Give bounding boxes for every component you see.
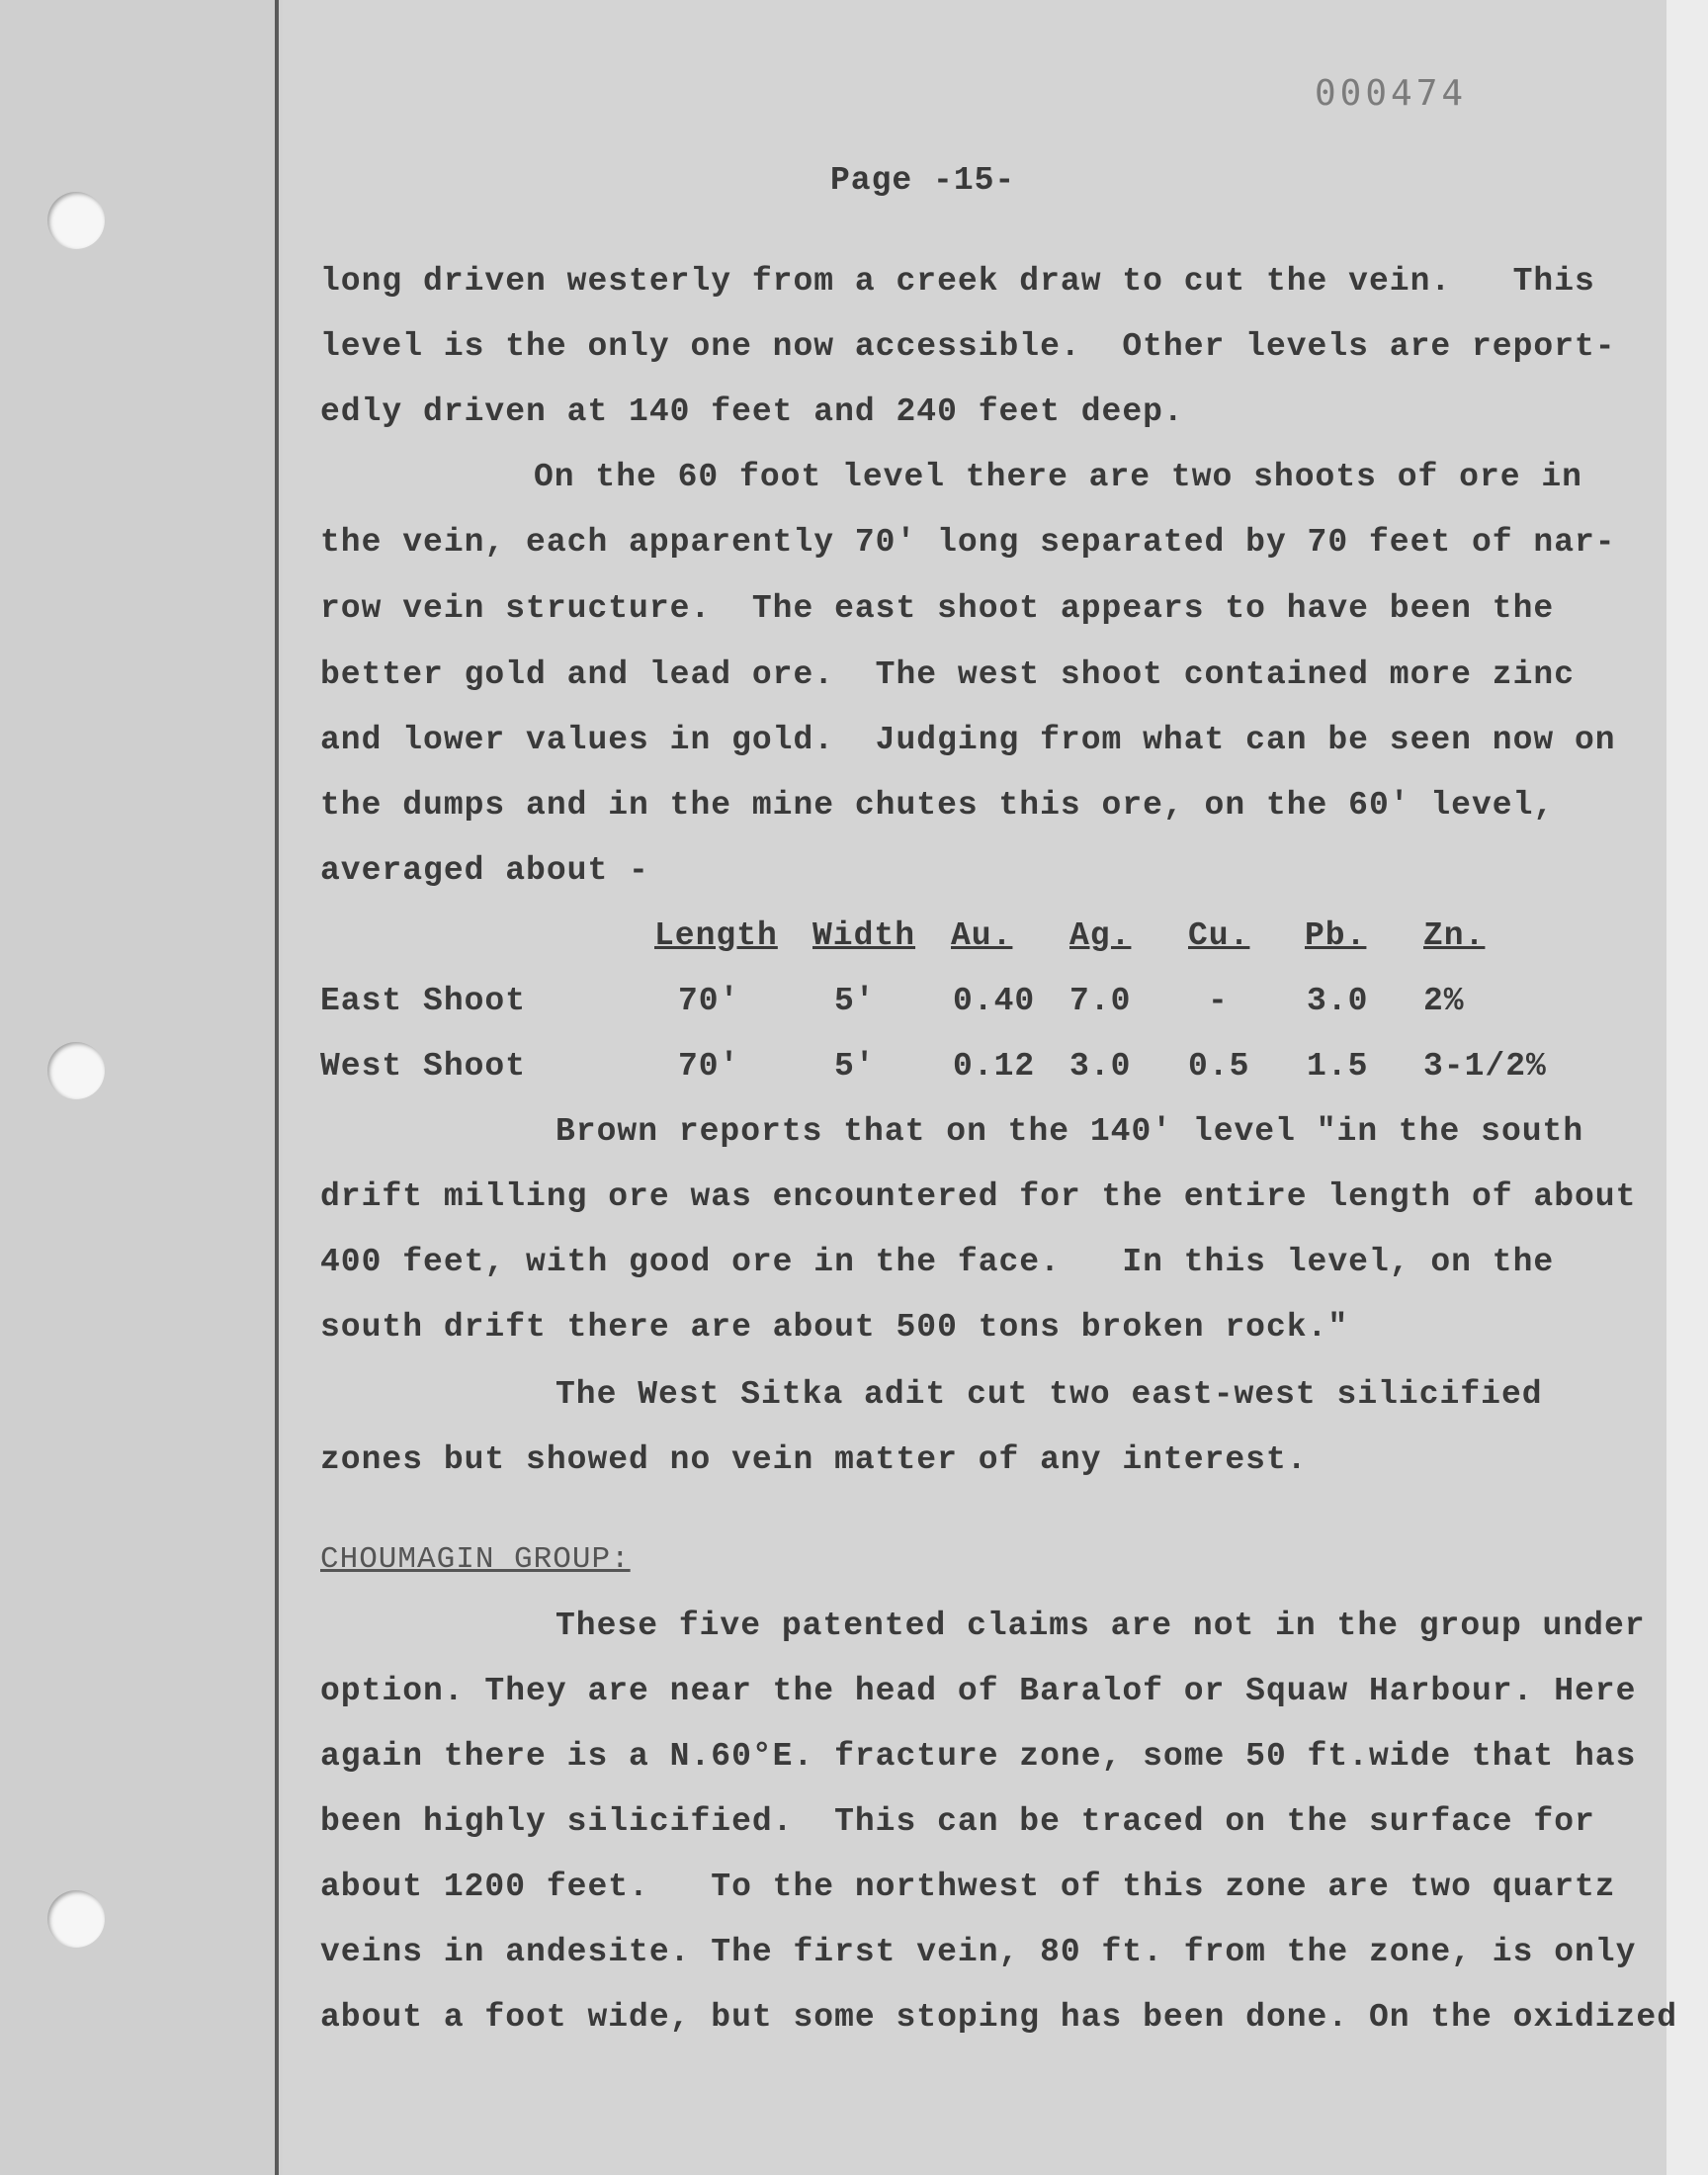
table-header-cu: Cu. bbox=[1188, 917, 1250, 954]
text-line: edly driven at 140 feet and 240 feet deep. bbox=[320, 393, 1184, 430]
text-line: row vein structure. The east shoot appears to have been the bbox=[320, 590, 1555, 627]
table-header-au: Au. bbox=[951, 917, 1013, 954]
text-line: the dumps and in the mine chutes this ore, on the 60' level, bbox=[320, 787, 1555, 824]
document-page bbox=[283, 0, 1666, 2175]
table-cell: 0.12 bbox=[953, 1048, 1036, 1085]
text-line: and lower values in gold. Judging from what can be seen now on bbox=[320, 722, 1616, 758]
text-line: zones but showed no vein matter of any interest. bbox=[320, 1441, 1308, 1478]
punch-hole bbox=[47, 1890, 105, 1948]
text-line: south drift there are about 500 tons broken rock." bbox=[320, 1309, 1349, 1346]
table-cell: 0.5 bbox=[1188, 1048, 1250, 1085]
text-line: long driven westerly from a creek draw to cut the vein. This bbox=[320, 263, 1595, 300]
text-line: again there is a N.60°E. fracture zone, some 50 ft.wide that has bbox=[320, 1738, 1637, 1775]
margin-rule bbox=[275, 0, 279, 2175]
table-cell: - bbox=[1208, 983, 1229, 1019]
table-cell: 3.0 bbox=[1069, 1048, 1132, 1085]
text-line: drift milling ore was encountered for the entire length of about bbox=[320, 1178, 1637, 1215]
table-header-ag: Ag. bbox=[1069, 917, 1132, 954]
table-header-pb: Pb. bbox=[1305, 917, 1367, 954]
text-line: better gold and lead ore. The west shoot contained more zinc bbox=[320, 656, 1575, 693]
row-label: West Shoot bbox=[320, 1048, 527, 1085]
table-cell: 7.0 bbox=[1069, 983, 1132, 1019]
punch-hole bbox=[47, 192, 105, 249]
row-label: East Shoot bbox=[320, 983, 527, 1019]
page-edge bbox=[1666, 0, 1708, 2175]
table-cell: 5' bbox=[834, 983, 876, 1019]
text-line: averaged about - bbox=[320, 852, 649, 889]
table-header-zn: Zn. bbox=[1423, 917, 1486, 954]
text-line: been highly silicified. This can be traced on the surface for bbox=[320, 1803, 1595, 1840]
text-line: about 1200 feet. To the northwest of this zone are two quartz bbox=[320, 1869, 1616, 1905]
table-cell: 5' bbox=[834, 1048, 876, 1085]
text-line: option. They are near the head of Baralof or Squaw Harbour. Here bbox=[320, 1673, 1637, 1709]
table-header-length: Length bbox=[654, 917, 778, 954]
table-cell: 70' bbox=[678, 1048, 740, 1085]
section-heading: CHOUMAGIN GROUP: bbox=[320, 1542, 631, 1577]
table-header-width: Width bbox=[812, 917, 916, 954]
text-line: On the 60 foot level there are two shoots of ore in bbox=[534, 459, 1582, 495]
table-cell: 1.5 bbox=[1307, 1048, 1369, 1085]
text-line: 400 feet, with good ore in the face. In this level, on the bbox=[320, 1244, 1555, 1280]
table-cell: 3.0 bbox=[1307, 983, 1369, 1019]
text-line: about a foot wide, but some stoping has been done. On the oxidized bbox=[320, 1999, 1678, 2036]
text-line: level is the only one now accessible. Other levels are report- bbox=[320, 328, 1616, 365]
text-line: These five patented claims are not in the group under bbox=[555, 1608, 1646, 1644]
table-cell: 2% bbox=[1423, 983, 1465, 1019]
table-cell: 3-1/2% bbox=[1423, 1048, 1547, 1085]
punch-hole bbox=[47, 1042, 105, 1099]
binder-margin bbox=[0, 0, 279, 2175]
text-line: Brown reports that on the 140' level "in the south bbox=[555, 1113, 1584, 1150]
table-cell: 0.40 bbox=[953, 983, 1036, 1019]
text-line: The West Sitka adit cut two east-west silicified bbox=[555, 1376, 1543, 1413]
text-line: veins in andesite. The first vein, 80 ft. from the zone, is only bbox=[320, 1934, 1637, 1970]
table-cell: 70' bbox=[678, 983, 740, 1019]
document-number: 000474 bbox=[1315, 73, 1468, 114]
page-number-header: Page -15- bbox=[830, 162, 1016, 199]
text-line: the vein, each apparently 70' long separated by 70 feet of nar- bbox=[320, 524, 1616, 561]
